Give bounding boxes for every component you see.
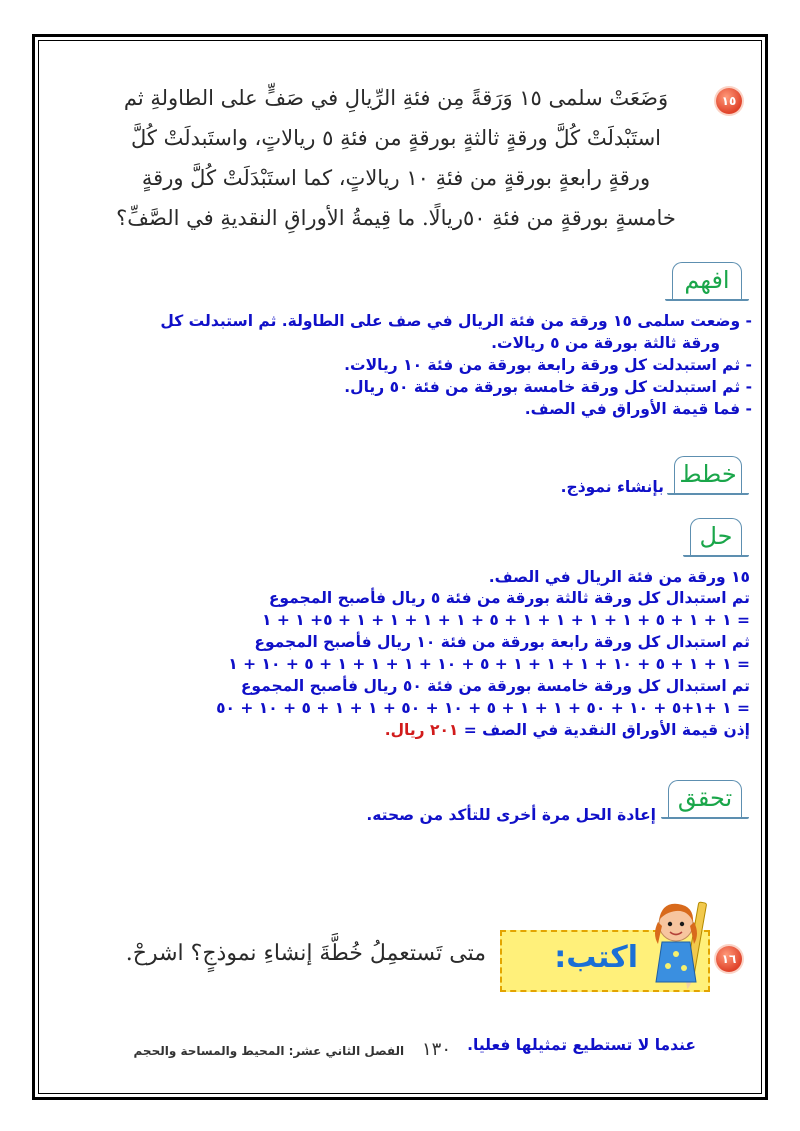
question-line-1: وَضَعَتْ سلمى ١٥ وَرَقةً مِن فئةِ الرِّيالِ في صَفٍّ على الطاولةِ ثم: [123, 86, 669, 110]
check-tab: تحقق: [668, 780, 742, 817]
question-line-2: استَبْدلَتْ كُلَّ ورقةٍ ثالثةٍ بورقةٍ من فئةِ ٥ ريالاتٍ، واستَبدلَتْ كُلَّ: [131, 126, 661, 150]
solve-answer-prefix: إذن قيمة الأوراق النقدية في الصف =: [463, 721, 750, 739]
solve-answer: [385, 721, 750, 739]
understand-line-5: - فما قيمة الأوراق في الصف.: [524, 400, 752, 418]
solve-line-2: تم استبدال كل ورقة ثالثة بورقة من فئة ٥ ريال فأصبح المجموع: [268, 589, 750, 607]
solve-line-4: تم استبدال كل ورقة خامسة بورقة من فئة ٥٠ ريال فأصبح المجموع: [240, 677, 750, 695]
write-answer: عندما لا تستطيع تمثيلها فعليا.: [467, 1036, 696, 1054]
page-content: [44, 46, 756, 1088]
page-footer: [134, 1039, 451, 1060]
write-label: اكتب:: [554, 940, 638, 975]
plan-text: بإنشاء نموذج.: [560, 478, 664, 496]
page-number: ١٣٠: [421, 1039, 451, 1060]
write-number-badge: ١٦: [716, 946, 742, 972]
write-question: متى تَستعمِلُ خُطَّةَ إنشاءِ نموذجٍ؟ اشرحْ.: [125, 941, 486, 966]
solve-line-3: ثم استبدال كل ورقة رابعة بورقة من فئة ١٠ ريال فأصبح المجموع: [254, 633, 750, 651]
girl-with-pencil-icon: [648, 896, 718, 992]
understand-line-3: - ثم استبدلت كل ورقة رابعة بورقة من فئة ١٠ ريالات.: [344, 356, 752, 374]
understand-line-4: - ثم استبدلت كل ورقة خامسة بورقة من فئة ٥٠ ريال.: [344, 378, 752, 396]
question-line-4: خامسةٍ بورقةٍ من فئةِ ٥٠ريالًا. ما قِيمةُ الأوراقِ النقديةِ في الصَّفِّ؟: [116, 206, 676, 230]
solve-answer-value: ٢٠١ ريال.: [384, 721, 459, 739]
solve-sum-3: = ١ +١+٥ + ١٠ + ٥٠ + ١ + ١ + ٥ + ١٠ + ٥٠ + ١ + ١ + ٥ + ١٠ + ٥٠: [216, 699, 750, 717]
understand-tab: افهم: [672, 262, 742, 299]
solve-sum-1: = ١ + ١ + ٥ + ١ + ١ + ١ + ١ + ٥ + ١ + ١ + ١ + ١ + ٥+ ١ + ١: [262, 611, 750, 629]
solve-line-1: ١٥ ورقة من فئة الريال في الصف.: [488, 568, 750, 586]
question-line-3: ورقةٍ رابعةٍ بورقةٍ من فئةِ ١٠ ريالاتٍ، كما استَبْدَلَتْ كُلَّ ورقةٍ: [141, 166, 651, 190]
understand-line-1: - وضعت سلمى ١٥ ورقة من فئة الريال في صف على الطاولة. ثم استبدلت كل: [160, 312, 752, 330]
write-label-box: [500, 930, 710, 992]
plan-tab: خطط: [674, 456, 742, 493]
understand-line-2: ورقة ثالثة بورقة من ٥ ريالات.: [491, 334, 720, 352]
solve-tab: حل: [690, 518, 742, 555]
solve-sum-2: = ١ + ١ + ٥ + ١٠ + ١ + ١ + ١ + ٥ + ١٠ + ١ + ١ + ١ + ٥ + ١٠ + ١: [228, 655, 750, 673]
question-number-badge: ١٥: [716, 88, 742, 114]
check-text: إعادة الحل مرة أخرى للتأكد من صحته.: [366, 806, 656, 824]
chapter-title: الفصل الثاني عشر: المحيط والمساحة والحجم: [133, 1044, 405, 1058]
